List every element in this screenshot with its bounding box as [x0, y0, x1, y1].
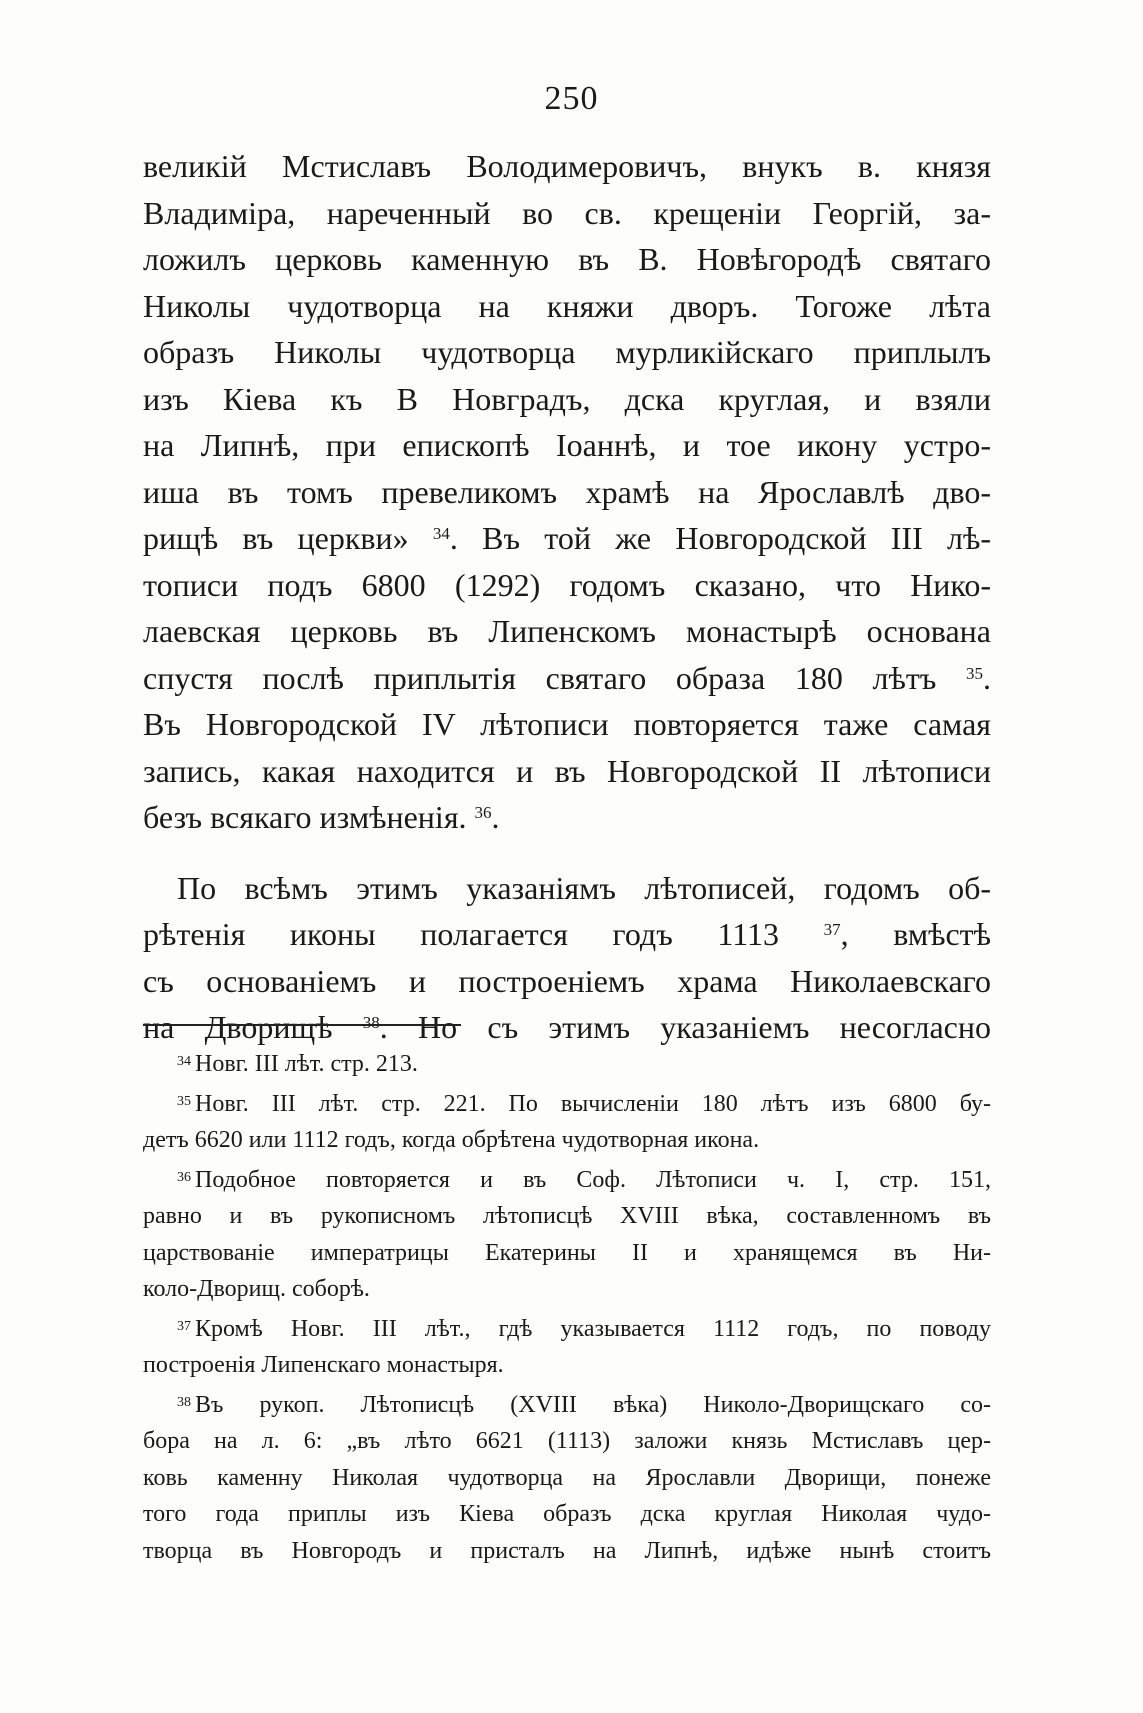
footnote-ref: 37: [823, 920, 841, 939]
footnote-line: бора на л. 6: „въ лѣто 6621 (1113) заложи князь Мстиславъ цер-: [143, 1428, 991, 1454]
text-line: на Липнѣ, при епископѣ Іоаннѣ, и тое икону устро-: [143, 427, 991, 463]
page-number: 250: [544, 80, 599, 117]
text-line: [143, 1004, 991, 1051]
text-line: ложилъ церковь каменную въ В. Новѣгородѣ святаго: [143, 241, 991, 277]
footnote-ref: 34: [432, 524, 450, 543]
paragraph-gap: [143, 841, 991, 865]
text-line: лаевская церковь въ Липенскомъ монастырѣ основана: [143, 613, 991, 649]
text-line: образъ Николы чудотворца мурликійскаго приплылъ: [143, 334, 991, 370]
text-segment: на Дворищѣ: [143, 1009, 363, 1045]
footnote-separator: [143, 1024, 461, 1026]
text-line: запись, какая находится и въ Новгородской II лѣтописи: [143, 752, 991, 789]
text-segment: . Но съ этимъ указаніемъ несогласно: [379, 1009, 991, 1045]
footnote-line: того года приплы изъ Кіева образъ дска круглая Николая чудо-: [143, 1501, 991, 1527]
text-segment: спустя послѣ приплытія святаго образа 180 лѣтъ: [143, 659, 966, 696]
footnote-line: [143, 1311, 991, 1348]
text-segment: , вмѣстѣ: [840, 916, 992, 952]
footnote-line: коло-Дворищ. соборѣ.: [143, 1276, 370, 1302]
text-line: Владиміра, нареченный во св. крещеніи Георгій, за-: [143, 194, 991, 231]
text-line: съ основаніемъ и построеніемъ храма Николаевскаго: [143, 962, 991, 999]
footnote-line: [143, 1387, 991, 1424]
footnote-line: царствованіе императрицы Екатерины II и хранящемся въ Ни-: [143, 1239, 991, 1266]
text-line: [143, 515, 991, 562]
text-segment: рѣтенія иконы полагается годъ 1113: [143, 916, 824, 952]
footnote-number: 37: [177, 1318, 191, 1334]
text-line: тописи подъ 6800 (1292) годомъ сказано, что Нико-: [143, 566, 991, 603]
footnote-text: Новг. III лѣт. стр. 221. По вычисленіи 180 лѣтъ изъ 6800 бу-: [195, 1090, 991, 1117]
footnote-ref: 35: [966, 663, 983, 683]
footnote-number: 34: [177, 1054, 191, 1069]
text-segment: .: [983, 659, 991, 696]
footnote-text: Въ рукоп. Лѣтописцѣ (XVIII вѣка) Николо-Дворищскаго со-: [195, 1391, 991, 1418]
footnote-line: ковь каменну Николая чудотворца на Ярославли Дворищи, понеже: [143, 1464, 991, 1491]
text-segment: безъ всякаго измѣненія.: [143, 799, 475, 835]
text-segment: рищѣ въ церкви»: [143, 520, 433, 556]
text-line: По всѣмъ этимъ указаніямъ лѣтописей, годомъ об-: [177, 869, 991, 906]
text-line: иша въ томъ превеликомъ храмѣ на Ярославлѣ дво-: [143, 473, 991, 510]
footnote-line: [143, 1086, 991, 1123]
text-line: изъ Кіева къ В Новградъ, дска круглая, и взяли: [143, 380, 991, 417]
text-line: Въ Новгородской IV лѣтописи повторяется таже самая: [143, 706, 991, 742]
footnote-text: Подобное повторяется и въ Соф. Лѣтописи ч. I, стр. 151,: [195, 1166, 991, 1193]
text-line: [143, 911, 991, 958]
footnote-number: 36: [177, 1169, 191, 1185]
text-line: [143, 655, 991, 702]
footnote-line: построенія Липенскаго монастыря.: [143, 1352, 504, 1378]
footnote-number: 35: [177, 1093, 191, 1109]
text-segment: .: [491, 799, 500, 835]
text-line: [143, 794, 991, 841]
footnote-line: творца въ Новгородъ и присталъ на Липнѣ, идѣже нынѣ стоитъ: [143, 1537, 991, 1564]
footnote-line: детъ 6620 или 1112 годъ, когда обрѣтена чудотворная икона.: [143, 1127, 760, 1153]
main-text: [143, 143, 991, 1051]
text-line: Николы чудотворца на княжи дворъ. Тогоже лѣта: [143, 287, 991, 324]
footnote-number: 38: [177, 1394, 191, 1410]
footnote-line: равно и въ рукописномъ лѣтописцѣ XVIII вѣка, составленномъ въ: [143, 1203, 991, 1229]
text-segment: . Въ той же Новгородской III лѣ-: [449, 520, 991, 556]
footnote-text: Кромѣ Новг. III лѣт., гдѣ указывается 1112 годъ, по поводу: [195, 1315, 991, 1342]
footnote-line: [143, 1162, 991, 1199]
footnote-text: Новг. III лѣт. стр. 213.: [195, 1051, 418, 1077]
text-line: великій Мстиславъ Володимеровичъ, внукъ в. князя: [143, 148, 991, 184]
footnote-line: [143, 1046, 991, 1083]
footnote-ref: 36: [474, 803, 492, 822]
footnotes: [143, 1046, 991, 1569]
footnote-ref: 38: [362, 1013, 380, 1032]
